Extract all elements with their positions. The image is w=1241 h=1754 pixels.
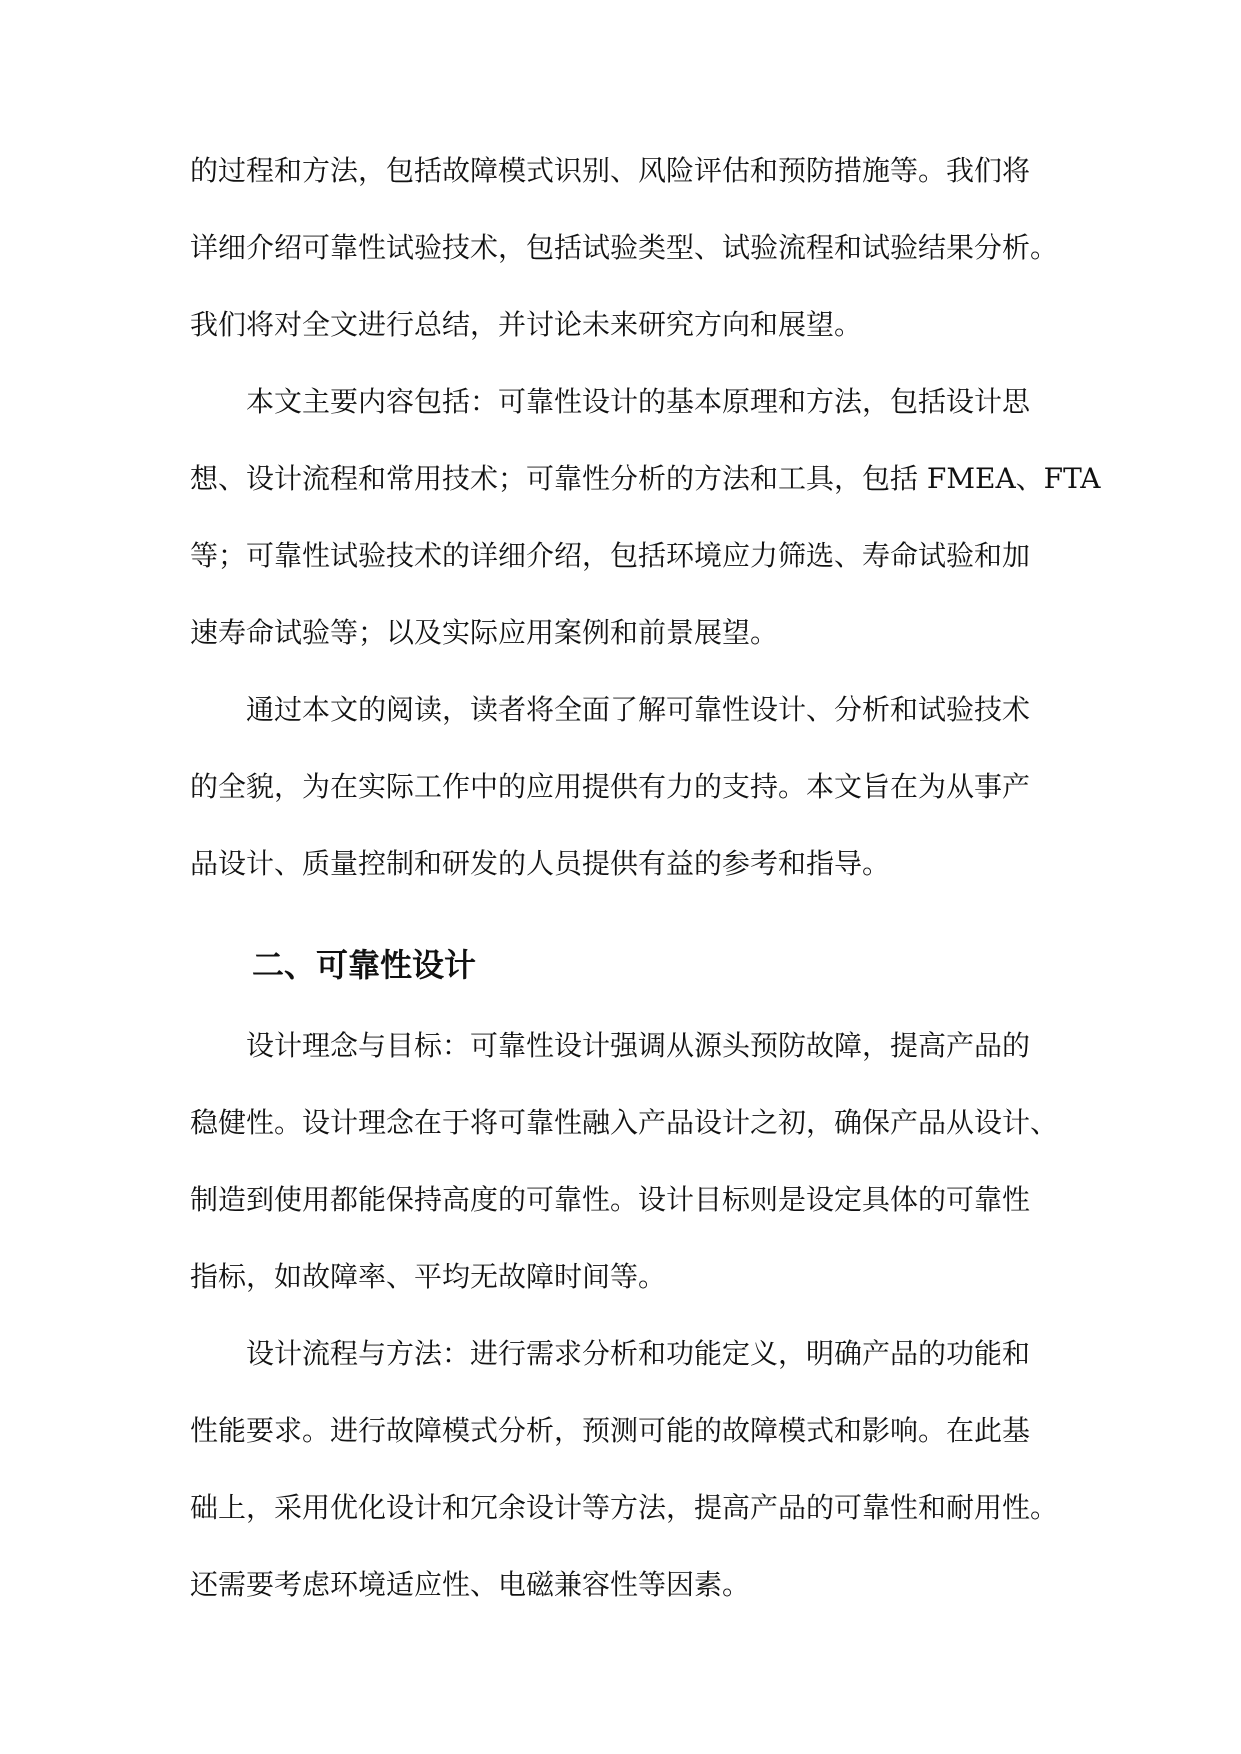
- section-heading: 二、可靠性设计: [252, 946, 477, 984]
- text-line: 设计流程与方法：进行需求分析和功能定义，明确产品的功能和: [190, 1337, 1031, 1370]
- paragraph: [190, 671, 1056, 902]
- text-line: 性能要求。进行故障模式分析，预测可能的故障模式和影响。在此基: [190, 1414, 1031, 1447]
- text-line: 等；可靠性试验技术的详细介绍，包括环境应力筛选、寿命试验和加: [190, 539, 1031, 572]
- text-line: 制造到使用都能保持高度的可靠性。设计目标则是设定具体的可靠性: [190, 1183, 1031, 1216]
- paragraph: [190, 363, 1101, 671]
- text-line: 详细介绍可靠性试验技术，包括试验类型、试验流程和试验结果分析。: [190, 231, 1059, 264]
- text-line: 想、设计流程和常用技术；可靠性分析的方法和工具，包括 FMEA、FTA: [190, 462, 1101, 495]
- paragraph: [190, 1007, 1059, 1315]
- text-line: 速寿命试验等；以及实际应用案例和前景展望。: [190, 616, 779, 649]
- paragraph: [190, 132, 1059, 363]
- text-line: 品设计、质量控制和研发的人员提供有益的参考和指导。: [190, 847, 891, 880]
- text-line: 的过程和方法，包括故障模式识别、风险评估和预防措施等。我们将: [190, 154, 1031, 187]
- text-line: 还需要考虑环境适应性、电磁兼容性等因素。: [190, 1568, 751, 1601]
- text-line: 通过本文的阅读，读者将全面了解可靠性设计、分析和试验技术: [190, 693, 1031, 726]
- text-line: 我们将对全文进行总结，并讨论未来研究方向和展望。: [190, 308, 863, 341]
- text-line: 指标，如故障率、平均无故障时间等。: [190, 1260, 667, 1293]
- text-line: 的全貌，为在实际工作中的应用提供有力的支持。本文旨在为从事产: [190, 770, 1031, 803]
- text-line: 础上，采用优化设计和冗余设计等方法，提高产品的可靠性和耐用性。: [190, 1491, 1059, 1524]
- text-line: 本文主要内容包括：可靠性设计的基本原理和方法，包括设计思: [190, 385, 1031, 418]
- text-line: 设计理念与目标：可靠性设计强调从源头预防故障，提高产品的: [190, 1029, 1031, 1062]
- body-text-bottom: [190, 1007, 1059, 1623]
- body-text-top: [190, 132, 1101, 902]
- paragraph: [190, 1315, 1059, 1623]
- text-line: 稳健性。设计理念在于将可靠性融入产品设计之初，确保产品从设计、: [190, 1106, 1059, 1139]
